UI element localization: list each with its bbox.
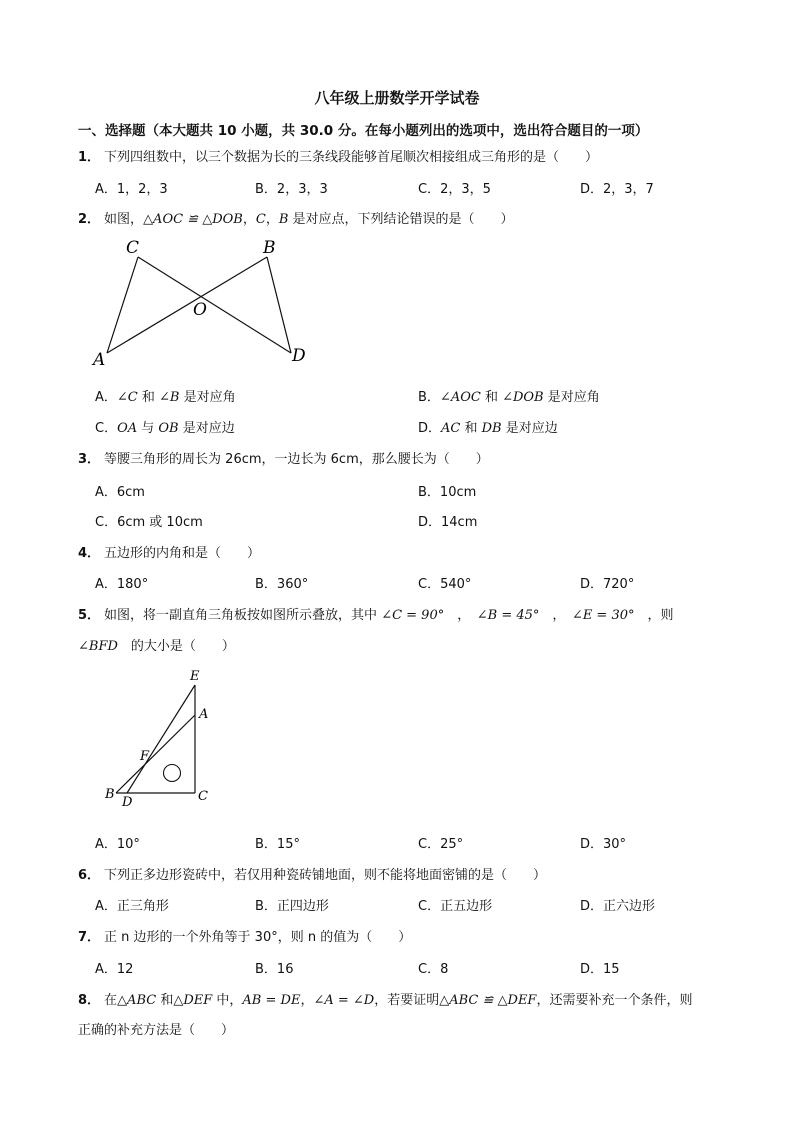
question-number: 7．	[78, 930, 101, 945]
option-a[interactable]: A．6cm	[95, 485, 145, 500]
segment-bd	[267, 257, 291, 353]
math-expression: ∠E = 30°	[571, 608, 635, 623]
option-text: 是对应边	[501, 421, 558, 436]
math-expression: DB	[481, 421, 502, 436]
label-a: A	[199, 707, 209, 722]
option-c[interactable]: C．8	[418, 962, 449, 977]
segment-ab	[107, 257, 267, 353]
option-d[interactable]: D．正六边形	[580, 899, 656, 914]
segment-ca	[107, 257, 138, 353]
option-a[interactable]: A．10°	[95, 837, 140, 852]
option-b[interactable]	[418, 386, 600, 405]
math-expression: △ABC	[117, 993, 157, 1008]
option-c[interactable]: C．2，3，5	[418, 182, 491, 197]
option-letter: B．	[418, 390, 440, 405]
math-expression: ∠DOB	[502, 390, 544, 405]
math-expression: AC	[441, 421, 461, 436]
math-expression: ∠AOC	[439, 390, 481, 405]
question-8	[78, 989, 692, 1008]
section-heading: 一、选择题（本大题共 10 小题，共 30.0 分。在每小题列出的选项中，选出符合题目的一项）	[78, 123, 649, 139]
point-label: B	[278, 212, 289, 227]
question-6	[78, 864, 546, 883]
question-text: ，	[300, 993, 314, 1008]
math-expression: ∠B = 45°	[476, 608, 540, 623]
option-c[interactable]: C．25°	[418, 837, 464, 852]
option-a[interactable]: A．1，2，3	[95, 182, 168, 197]
question-text: 下列四组数中，以三个数据为长的三条线段能够首尾顺次相接组成三角形的是（ ）	[104, 150, 599, 165]
question-5	[78, 604, 674, 623]
question-7	[78, 926, 411, 945]
math-expression: ∠C = 90°	[381, 608, 445, 623]
question-number: 3．	[78, 452, 101, 467]
question-text: ，	[444, 608, 477, 623]
question-text: 如图，	[104, 212, 144, 227]
question-number: 5．	[78, 608, 101, 623]
math-expression: ∠A = ∠D	[313, 993, 375, 1008]
question-text: ，还需要补充一个条件，则	[536, 993, 693, 1008]
option-b[interactable]: B．16	[255, 962, 294, 977]
label-f: F	[140, 749, 150, 764]
figure-bowtie	[85, 235, 325, 375]
question-text: 的大小是（ ）	[117, 639, 235, 654]
question-text: 等腰三角形的周长为 26cm，一边长为 6cm，那么腰长为（ ）	[104, 452, 489, 467]
option-c[interactable]: C．6cm 或 10cm	[95, 515, 203, 530]
label-a: A	[93, 350, 106, 370]
math-expression: OB	[158, 421, 179, 436]
option-text: 与	[137, 421, 159, 436]
question-3	[78, 448, 489, 467]
question-text: ，	[539, 608, 572, 623]
question-text: 和	[156, 993, 174, 1008]
question-text: 下列正多边形瓷砖中，若仅用种瓷砖铺地面，则不能将地面密铺的是（ ）	[104, 868, 547, 883]
option-text: 和	[137, 390, 160, 405]
page-title: 八年级上册数学开学试卷	[314, 89, 480, 107]
option-b[interactable]: B．正四边形	[255, 899, 329, 914]
congruence-expression: △AOC ≌ △DOB	[143, 212, 243, 227]
option-letter: D．	[418, 421, 442, 436]
question-text: ，	[242, 212, 256, 227]
question-text: 在	[104, 993, 118, 1008]
math-expression: △DEF	[173, 993, 213, 1008]
question-2	[78, 208, 514, 227]
question-number: 4．	[78, 546, 101, 561]
option-d[interactable]: D．30°	[580, 837, 627, 852]
question-number: 1．	[78, 150, 101, 165]
math-expression: ∠B	[159, 390, 180, 405]
label-c: C	[126, 238, 140, 258]
math-expression: AB = DE	[242, 993, 301, 1008]
option-text: 是对应边	[178, 421, 235, 436]
label-c: C	[198, 789, 208, 804]
question-text: 五边形的内角和是（ ）	[104, 546, 261, 561]
segment-ba	[116, 715, 195, 793]
option-text: 和	[460, 421, 482, 436]
question-number: 2．	[78, 212, 101, 227]
option-text: 和	[480, 390, 503, 405]
option-text: 是对应角	[179, 390, 236, 405]
question-1	[78, 146, 598, 165]
option-text: 是对应角	[543, 390, 600, 405]
option-d[interactable]: D．14cm	[418, 515, 478, 530]
label-o: O	[193, 300, 207, 320]
figure-set-squares	[100, 665, 230, 810]
question-8-line-2: 正确的补充方法是（ ）	[78, 1023, 235, 1038]
label-e: E	[190, 669, 200, 684]
option-a[interactable]: A．12	[95, 962, 134, 977]
option-b[interactable]: B．360°	[255, 577, 309, 592]
point-label: C	[255, 212, 266, 227]
math-expression: ∠BFD	[78, 639, 118, 654]
question-text: ，若要证明	[374, 993, 440, 1008]
segment-cd	[138, 257, 291, 353]
option-c[interactable]: C．正五边形	[418, 899, 493, 914]
option-a[interactable]: A．正三角形	[95, 899, 169, 914]
label-d: D	[292, 346, 306, 366]
label-b: B	[263, 238, 276, 258]
question-5-line-2	[78, 635, 235, 654]
label-d: D	[122, 795, 133, 810]
hole-circle	[164, 765, 181, 782]
math-expression: △ABC ≌ △DEF	[439, 993, 537, 1008]
option-b[interactable]: B．2，3，3	[255, 182, 328, 197]
option-b[interactable]: B．15°	[255, 837, 300, 852]
question-text: 正 n 边形的一个外角等于 30°，则 n 的值为（ ）	[104, 930, 412, 945]
option-a[interactable]: A．180°	[95, 577, 149, 592]
question-number: 8．	[78, 993, 101, 1008]
option-c[interactable]: C．540°	[418, 577, 472, 592]
question-number: 6．	[78, 868, 101, 883]
segment-ed	[127, 685, 195, 793]
question-text: 中，	[212, 993, 243, 1008]
question-text: ，则	[634, 608, 674, 623]
option-d[interactable]: D．15	[580, 962, 620, 977]
option-b[interactable]: B．10cm	[418, 485, 477, 500]
option-a[interactable]	[95, 386, 236, 405]
option-c[interactable]	[95, 417, 235, 436]
option-d[interactable]	[418, 417, 558, 436]
option-d[interactable]: D．2，3，7	[580, 182, 654, 197]
option-d[interactable]: D．720°	[580, 577, 635, 592]
question-4	[78, 542, 260, 561]
math-expression: ∠C	[116, 390, 138, 405]
option-letter: A．	[95, 390, 117, 405]
option-letter: C．	[95, 421, 118, 436]
math-expression: OA	[117, 421, 138, 436]
question-text: ，	[265, 212, 279, 227]
question-text: 如图，将一副直角三角板按如图所示叠放，其中	[104, 608, 382, 623]
question-text: 是对应点，下列结论错误的是（ ）	[288, 212, 514, 227]
label-b: B	[105, 787, 115, 802]
